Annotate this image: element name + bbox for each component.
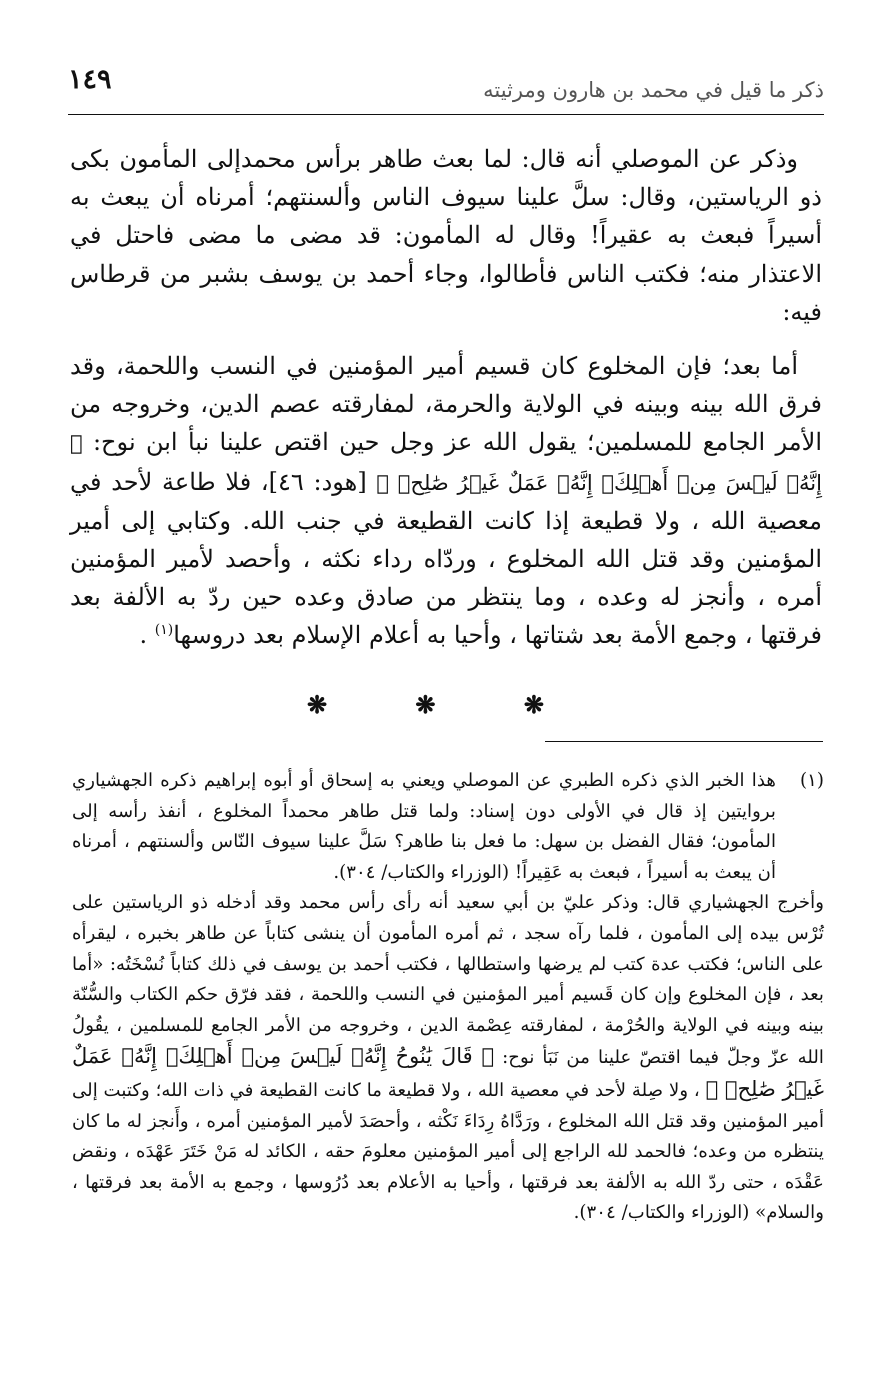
footnote-1-cont-text-b: ، ولا صِلة لأحد في معصية الله ، ولا قطيعة ما كانت القطيعة في ذات الله؛ وكتبت إلى أمير المؤمنين وقد قتل الله المخلوع ، ورَدَّاهُ رِدَاءَ نَكْثه ، وأحصَدَ لأمير المؤمنين أمره ، وأَنجز له ما كان ينتظره من وعده؛ فالحمد لله الراجع إلى أمير المؤمنين معلومَ حقه ، الكائد له مَنْ خَتَرَ عَهْدَه ، ونقض عَقْدَه ، حتى ردّ الله به الألفة بعد فرقتها ، وأحيا به الأعلام بعد دُرُوسها ، وجمع به الأمة بعد فرقتها ، والسلام» (الوزراء والكتاب/ ٣٠٤). [72, 1079, 824, 1224]
paragraph-1: وذكر عن الموصلي أنه قال: لما بعث طاهر برأس محمدإلى المأمون بكى ذو الرياستين، وقال: سلَّ علينا سيوف الناس وألسنتهم؛ أمرناه أن يبعث به أسيراً فبعث به عقيراً! وقال له المأمون: قد مضى ما مضى فاحتل في الاعتذار منه؛ فكتب الناس فأطالوا، وجاء أحمد بن يوسف بشبر من قرطاس فيه: [70, 145, 822, 326]
paragraph-2-text-b: [هود: ٤٦]، فلا طاعة لأحد في معصية الله ، ولا قطيعة إذا كانت القطيعة في جنب الله. وكتابي إلى أمير المؤمنين وقد قتل الله المخلوع ، وردّاه رداء نكثه ، وأحصد لأمير المؤمنين أمره ، وأنجز له وعده ، وما ينتظر من صادق وعده حين ردّ به الألفة بعد فرقتها ، وجمع الأمة بعد شتاتها ، وأحيا به أعلام الإسلام بعد دروسها [70, 467, 822, 650]
paragraph-2 [70, 347, 822, 655]
footnote-reference[interactable]: (١) [154, 622, 174, 639]
section-separator: ❋ ❋ ❋ [306, 690, 585, 719]
header-rule [68, 114, 824, 115]
footnote-number: (١) [800, 770, 824, 791]
main-text [70, 140, 822, 655]
page-number: ١٤٩ [68, 64, 112, 95]
footnotes [72, 766, 824, 1229]
footnote-1-cont-text-a: وأخرج الجهشياري قال: وذكر عليّ بن أبي سعيد أنه رأى رأس محمد وقد أدخله ذو الرياستين على تُرْس بيده إلى المأمون ، فلما رآه سجد ، ثم أمره المأمون أن ينشى كتاباً عن طاهر بخبره ، ليقرأه على الناس؛ فكتب عدة كتب لم يرضها واستطالها ، فكتب أحمد بن يوسف في ذلك كتاباً نُسْخَتُه: «أما بعد ، فإن المخلوع وإن كان قَسيم أمير المؤمنين في النسب واللحمة ، فقد فرّق حكم الكتاب والسُّنّة بينه وبينه في الولاية والحُرْمة ، لمفارقته عِصْمة الدين ، وخروجه من الأمر الجامع للمسلمين ، يقُولُ الله عزّ وجلّ فيما اقتصّ علينا من نَبَأ نوح: [72, 892, 824, 1069]
footnote-rule [545, 741, 823, 742]
page-header [68, 60, 824, 112]
paragraph-2-end: . [139, 621, 155, 650]
footnote-1 [72, 766, 824, 888]
footnote-quran-verse: ﴿ قَالَ يَٰنُوحُ إِنَّهُۥ لَيۡسَ مِنۡ أَهۡلِكَۖ إِنَّهُۥ عَمَلٌ غَيۡرُ صَٰلِحٖ ﴾ [72, 1044, 824, 1101]
running-title: ذكر ما قيل في محمد بن هارون ومرثيته [483, 78, 824, 102]
footnote-1-continuation [72, 888, 824, 1229]
footnote-1-text: هذا الخبر الذي ذكره الطبري عن الموصلي ويعني به إسحاق أو أبوه إبراهيم ذكره الجهشياري بروايتين إذ قال في الأولى دون إسناد: ولما قتل طاهر محمداً المخلوع ، أنفذ رأسه إلى المأمون؛ فقال الفضل بن سهل: ما فعل بنا طاهر؟ سَلَّ علينا سيوف النّاس وألسنتهم ، أمرناه أن يبعث به أسيراً ، فبعث به عَقِيراً! (الوزراء والكتاب/ ٣٠٤). [72, 770, 776, 883]
quran-verse: ﴿ إِنَّهُۥ لَيۡسَ مِنۡ أَهۡلِكَۖ إِنَّهُۥ عَمَلٌ غَيۡرُ صَٰلِحٖ ﴾ [70, 431, 822, 495]
paragraph-2-text-a: أما بعد؛ فإن المخلوع كان قسيم أمير المؤمنين في النسب واللحمة، وقد فرق الله بينه وبينه في الولاية والحرمة، لمفارقته عصم الدين، وخروجه من الأمر الجامع للمسلمين؛ يقول الله عز وجل حين اقتص علينا نبأ ابن نوح: [70, 352, 822, 457]
